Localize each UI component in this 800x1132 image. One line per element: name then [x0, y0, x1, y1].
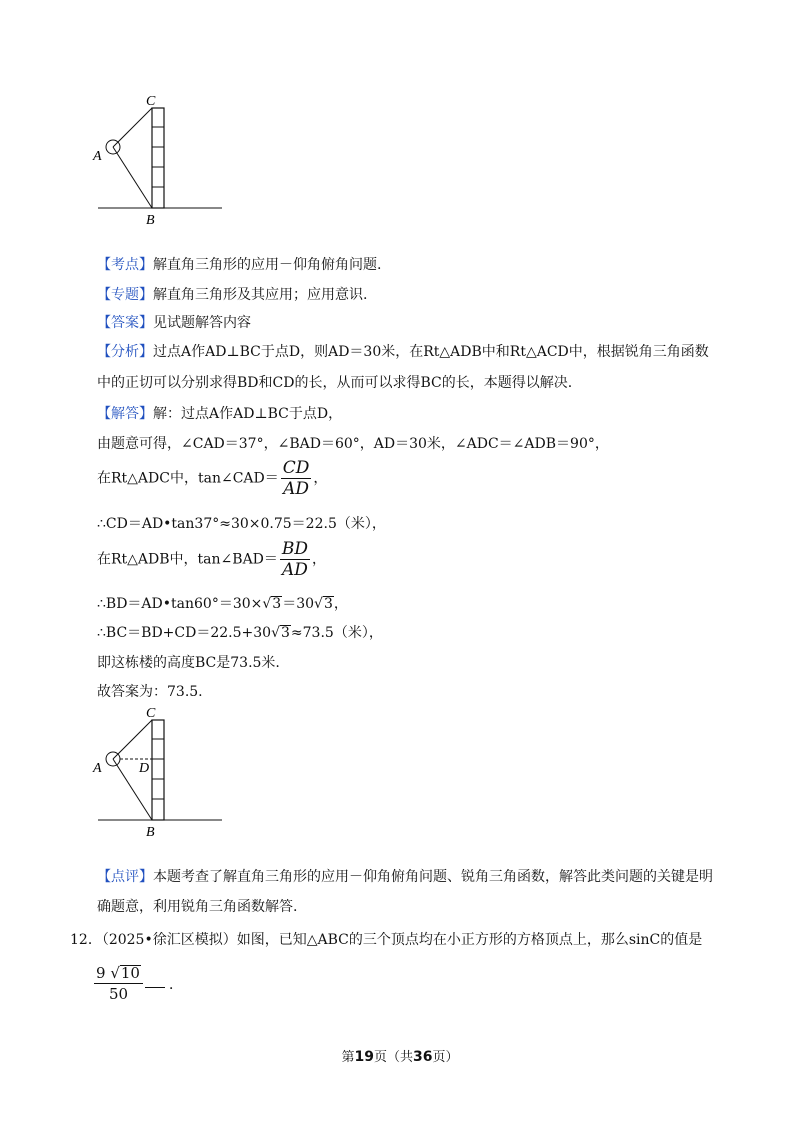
answer-underline [145, 987, 165, 988]
label-a: A [93, 761, 102, 776]
jieda-line3-pre: 在Rt△ADC中，tan∠CAD＝ [97, 470, 279, 487]
zhuanti-line [97, 284, 367, 304]
jieda-line2: 由题意可得，∠CAD＝37°，∠BAD＝60°，AD＝30米，∠ADC＝∠ADB＝90°， [97, 436, 609, 452]
footer-page-number: 19 [354, 1049, 374, 1065]
radicand: 10 [120, 964, 140, 982]
jieda-line6-a: ∴BD＝AD•tan60°＝30× [97, 596, 263, 612]
sightline-ac [113, 108, 152, 147]
building-outline [152, 720, 164, 820]
fraction-cd-ad [281, 458, 312, 499]
jieda-text1: 解：过点A作AD⊥BC于点D， [153, 406, 343, 422]
building-outline [152, 108, 164, 208]
label-a: A [93, 149, 102, 164]
footer-pre: 第 [341, 1050, 355, 1065]
jieda-line5-pre: 在Rt△ADB中，tan∠BAD＝ [97, 551, 278, 568]
dianping-text1: 本题考查了解直角三角形的应用－仰角俯角问题、锐角三角函数，解答此类问题的关键是明 [153, 869, 713, 885]
radicand: 3 [323, 596, 333, 612]
figure-building-1 [90, 90, 230, 230]
sqrt-sign-icon: √ [271, 625, 280, 641]
frac-num: CD [282, 458, 310, 478]
dianping-line1 [97, 866, 713, 886]
jieda-line7 [97, 622, 383, 642]
daan-tag: 【答案】 [97, 315, 153, 331]
frac-den: AD [282, 560, 308, 580]
jieda-line7-b: ≈73.5（米）， [290, 625, 383, 641]
jieda-line9: 故答案为：73.5. [97, 684, 203, 700]
zhuanti-text: 解直角三角形及其应用；应用意识. [153, 287, 368, 303]
figure-building-2 [90, 702, 230, 842]
page-footer [0, 1046, 800, 1065]
answer-tail: ． [168, 976, 183, 993]
label-b: B [146, 213, 155, 228]
answer-fraction [94, 963, 143, 1004]
frac-den: AD [283, 479, 310, 499]
fraction-bd-ad [280, 539, 310, 580]
jieda-line4: ∴CD＝AD•tan37°≈30×0.75＝22.5（米）， [97, 516, 386, 532]
footer-post: 页） [432, 1050, 459, 1065]
sqrt-sign-icon: √ [314, 596, 323, 612]
jieda-line3 [97, 458, 327, 499]
frac-num: BD [281, 539, 309, 559]
num-coef: 9 [96, 964, 106, 982]
jieda-line1 [97, 403, 342, 423]
daan-line [97, 312, 251, 332]
label-b: B [146, 825, 155, 840]
jieda-line5-post: ， [312, 551, 327, 568]
jieda-line7-a: ∴BC＝BD+CD＝22.5+30 [97, 625, 272, 641]
footer-total-pages: 36 [413, 1049, 433, 1065]
kaodian-tag: 【考点】 [97, 257, 153, 273]
jieda-line6-b: ＝30 [282, 596, 315, 612]
fenxi-line2: 中的正切可以分别求得BD和CD的长，从而可以求得BC的长，本题得以解决. [97, 375, 573, 391]
question-12: 12．（2025•徐汇区模拟）如图，已知△ABC的三个顶点均在小正方形的方格顶点上，那么sinC的值是 [70, 932, 703, 948]
jieda-line5 [97, 539, 326, 580]
kaodian-line [97, 254, 381, 274]
radicand: 3 [281, 625, 290, 641]
label-c: C [146, 94, 156, 109]
label-d: D [139, 761, 150, 776]
zhuanti-tag: 【专题】 [97, 287, 153, 303]
dianping-line2: 确题意，利用锐角三角函数解答. [97, 899, 298, 915]
label-c: C [146, 706, 156, 721]
fenxi-line1 [97, 341, 709, 361]
sightline-ac [113, 720, 152, 759]
jieda-tag: 【解答】 [97, 406, 153, 422]
kaodian-text: 解直角三角形的应用－仰角俯角问题. [153, 257, 382, 273]
dianping-tag: 【点评】 [97, 869, 153, 885]
q12-answer [94, 963, 183, 1004]
fenxi-text1: 过点A作AD⊥BC于点D，则AD＝30米，在Rt△ADB中和Rt△ACD中，根据锐角三角函数 [153, 344, 709, 360]
sqrt-sign-icon: √ [262, 596, 272, 612]
daan-text: 见试题解答内容 [153, 315, 251, 331]
jieda-line6 [97, 593, 348, 613]
answer-numerator [94, 963, 143, 984]
jieda-line8: 即这栋楼的高度BC是73.5米. [97, 655, 280, 671]
sqrt-sign-icon: √ [110, 964, 120, 982]
footer-mid: 页（共 [373, 1050, 413, 1065]
fenxi-tag: 【分析】 [97, 344, 153, 360]
jieda-line6-c: ， [333, 596, 348, 612]
sightline-ab [113, 147, 152, 208]
answer-denominator: 50 [108, 985, 129, 1003]
radicand: 3 [272, 596, 282, 612]
jieda-line3-post: ， [313, 470, 328, 487]
